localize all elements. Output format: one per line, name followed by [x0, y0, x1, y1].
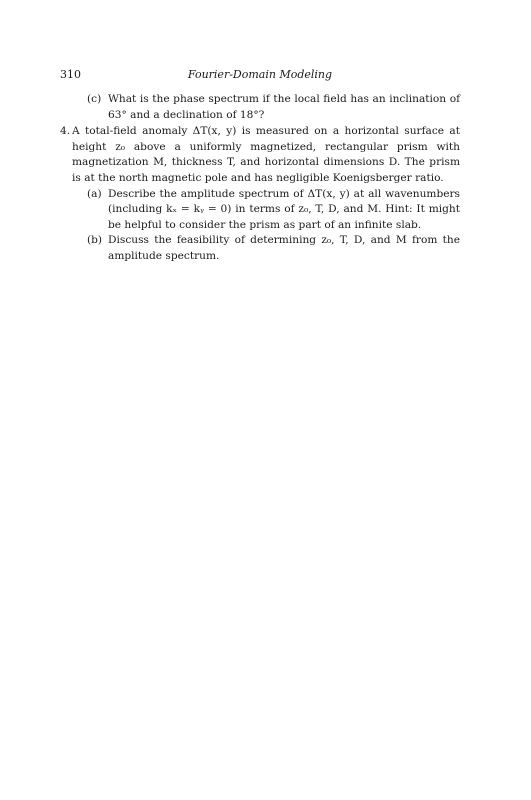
problem-4-text: A total-field anomaly ΔT(x, y) is measured on a horizontal surface at height z₀ above a uniformly magnetized, rectangular prism with magnetization M, thickness T, and horizontal dimensions D. The prism is at the north magnetic pole and has negligible Koenigsberger ratio. [72, 125, 460, 184]
problem-text [60, 92, 460, 265]
problem-4a-text: Describe the amplitude spectrum of ΔT(x, y) at all wavenumbers (including kₓ = kᵧ = 0) in terms of z₀, T, D, and M. Hint: It might be helpful to consider the prism as part of an infinite slab. [108, 187, 460, 231]
running-head [60, 68, 460, 84]
problem-4b-label: (b) [87, 234, 103, 247]
problem-3c-label: (c) [87, 93, 102, 105]
problem-4a-label: (a) [87, 187, 102, 200]
problem-4-number: 4. [60, 125, 71, 138]
problem-3c-text: What is the phase spectrum if the local field has an inclination of 63° and a declination of 18°? [108, 93, 460, 121]
problem-4 [60, 124, 460, 186]
page-number: 310 [60, 68, 81, 81]
problem-4b-text: Discuss the feasibility of determining z₀, T, D, and M from the amplitude spectrum. [108, 234, 460, 262]
running-title: Fourier-Domain Modeling [187, 68, 333, 81]
problem-4b [60, 233, 460, 264]
problem-3c [60, 92, 460, 123]
problem-4a [60, 187, 460, 234]
